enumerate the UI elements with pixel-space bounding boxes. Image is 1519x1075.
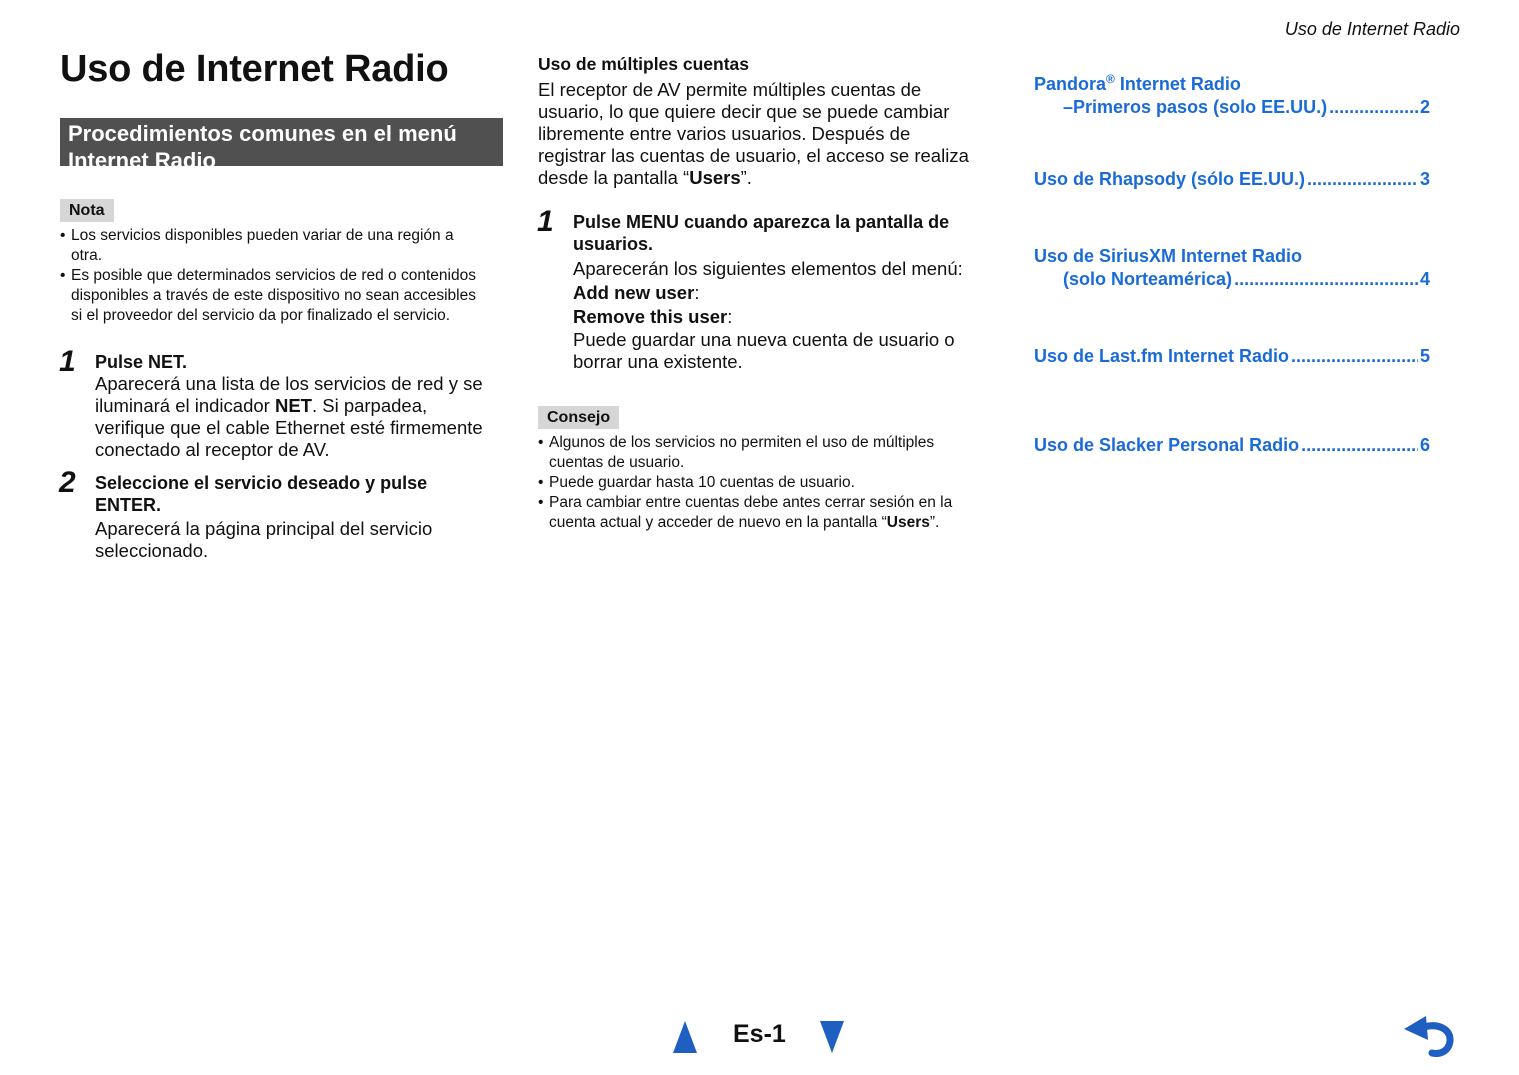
text: ”. [740, 167, 752, 188]
text: cuenta actual y acceder de nuevo en la pantalla “ [549, 514, 887, 531]
toc-page-number: 5 [1419, 346, 1430, 366]
toc-link-pandora[interactable] [1034, 68, 1430, 119]
tip-line: • Puede guardar hasta 10 cuentas de usuario. [549, 474, 855, 491]
toc-link-title: (solo Norteamérica) [1063, 269, 1233, 289]
step-line: Aparecerá la página principal del servicio [95, 518, 433, 539]
toc-link-line [1034, 434, 1430, 457]
toc-leader-dots [1301, 434, 1418, 457]
step-line: borrar una existente. [573, 351, 743, 372]
menu-option-add-user [573, 281, 988, 305]
step-line: Puede guardar una nueva cuenta de usuario o [573, 329, 955, 350]
toc-page-number: 3 [1419, 169, 1430, 189]
menu-option-label: Remove this user [573, 306, 728, 327]
intro-paragraph [538, 79, 988, 189]
users-screen-text: Users [886, 514, 930, 531]
page-number: Es-1 [733, 1020, 786, 1048]
text: : [694, 282, 700, 303]
step-body [573, 257, 988, 373]
toc-link-title: Uso de Slacker Personal Radio [1034, 435, 1300, 455]
toc-link-line [1034, 345, 1430, 368]
return-arrow-icon[interactable] [1402, 1013, 1456, 1057]
page-title: Uso de Internet Radio [60, 48, 449, 90]
step-heading-line: Seleccione el servicio deseado y pulse [95, 473, 428, 493]
toc-leader-dots [1234, 268, 1418, 291]
step-heading: Pulse NET. [95, 352, 188, 372]
note-line: si el proveedor del servicio da por finalizado el servicio. [71, 307, 451, 324]
tip-line: • Algunos de los servicios no permiten el uso de múltiples [549, 434, 935, 451]
section-heading-line: Procedimientos comunes en el menú [68, 121, 457, 146]
net-indicator-text: NET [274, 395, 312, 416]
toc-leader-dots [1329, 96, 1418, 119]
note-line: • Los servicios disponibles pueden variar de una región a [71, 227, 454, 244]
toc-link-slacker[interactable] [1034, 434, 1430, 457]
users-screen-text: Users [689, 167, 741, 188]
step-line: conectado al receptor de AV. [95, 439, 330, 460]
tip-item [538, 433, 988, 473]
toc-link-line [1034, 268, 1430, 291]
toc-leader-dots [1307, 168, 1418, 191]
toc-link-title: –Primeros pasos (solo EE.UU.) [1063, 97, 1328, 117]
note-list [60, 226, 505, 326]
intro-line: registrar las cuentas de usuario, el acceso se realiza [538, 145, 969, 166]
triangle-down-icon[interactable] [820, 1021, 844, 1053]
step-number: 1 [537, 205, 554, 238]
text: Internet Radio [1114, 74, 1241, 94]
running-header: Uso de Internet Radio [1284, 19, 1460, 39]
registered-mark: ® [1106, 72, 1115, 86]
step-body [95, 518, 505, 562]
step-number: 1 [59, 345, 76, 378]
step-line: Aparecerán los siguientes elementos del menú: [573, 258, 963, 279]
toc-link-rhapsody[interactable] [1034, 168, 1430, 191]
note-label [60, 199, 114, 222]
tip-line [549, 513, 988, 533]
step-1-accounts [537, 205, 988, 373]
toc-leader-dots [1291, 345, 1418, 368]
text: Pandora [1034, 74, 1107, 94]
toc-link-line [1034, 68, 1430, 96]
return-arrow-graphic [1402, 1013, 1456, 1057]
section-heading [60, 118, 503, 173]
menu-option-remove-user [573, 305, 988, 329]
tip-label [538, 406, 619, 429]
toc-page-number: 6 [1419, 435, 1430, 455]
toc-link-title: Uso de Rhapsody (sólo EE.UU.) [1034, 169, 1306, 189]
toc-link-line: Uso de SiriusXM Internet Radio [1034, 246, 1303, 266]
text: ”. [929, 514, 940, 531]
intro-line [538, 167, 988, 189]
step-line: verifique que el cable Ethernet esté firmemente [95, 417, 483, 438]
step-heading-line: Pulse MENU cuando aparezca la pantalla de [573, 212, 950, 232]
section-heading-line: Internet Radio [68, 148, 216, 173]
note-line: disponibles a través de este dispositivo no sean accesibles [71, 287, 476, 304]
step-heading [573, 211, 988, 255]
step-body [95, 373, 505, 461]
toc-link-line [1034, 96, 1430, 119]
tip-label-text: Consejo [538, 406, 619, 429]
tip-item [538, 473, 988, 493]
toc-link-title: Uso de Last.fm Internet Radio [1034, 346, 1290, 366]
text: iluminará el indicador [95, 395, 275, 416]
step-line: Aparecerá una lista de los servicios de red y se [95, 373, 483, 394]
step-line [95, 395, 505, 417]
intro-line: libremente entre varios usuarios. Después de [538, 123, 911, 144]
text: desde la pantalla “ [538, 167, 690, 188]
menu-option-label: Add new user [573, 282, 695, 303]
note-item [60, 266, 505, 326]
step-line: seleccionado. [95, 540, 209, 561]
tip-line: • Para cambiar entre cuentas debe antes cerrar sesión en la [549, 494, 953, 511]
subheading: Uso de múltiples cuentas [538, 54, 750, 74]
note-line: • Es posible que determinados servicios de red o contenidos [71, 267, 476, 284]
tip-item [538, 493, 988, 533]
intro-line: usuario, lo que quiere decir que se puede cambiar [538, 101, 950, 122]
text: : [727, 306, 733, 327]
step-number: 2 [59, 466, 76, 499]
step-1 [59, 345, 505, 461]
note-item [60, 226, 505, 266]
toc-link-line [1034, 168, 1430, 191]
step-heading [95, 472, 505, 516]
step-2 [59, 466, 505, 562]
text: . Si parpadea, [311, 395, 428, 416]
tip-line: cuentas de usuario. [549, 454, 685, 471]
step-heading-line: ENTER. [95, 495, 162, 515]
toc-page-number: 4 [1419, 269, 1430, 289]
triangle-up-icon[interactable] [673, 1021, 697, 1053]
toc-link-lastfm[interactable] [1034, 345, 1430, 368]
note-line: otra. [71, 247, 103, 264]
step-heading-line: usuarios. [573, 234, 654, 254]
tip-list [538, 433, 988, 533]
toc-page-number: 2 [1419, 97, 1430, 117]
toc-link-siriusxm[interactable] [1034, 245, 1430, 291]
note-label-text: Nota [60, 199, 114, 222]
intro-line: El receptor de AV permite múltiples cuentas de [538, 79, 922, 100]
